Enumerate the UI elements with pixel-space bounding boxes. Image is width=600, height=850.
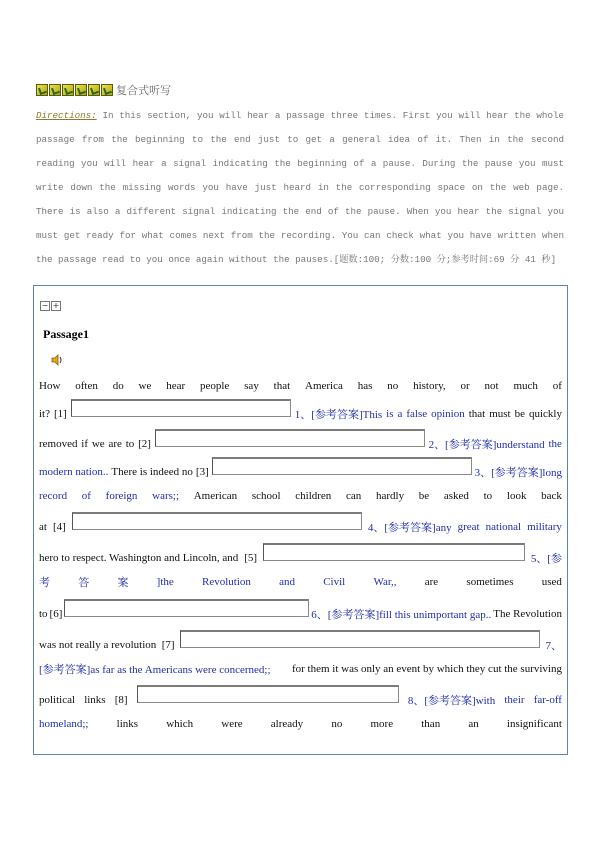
section-title: 复合式听写 (116, 84, 171, 97)
passage-line: homeland;; links which were already no more than an insignificant (39, 718, 562, 730)
directions (36, 104, 564, 272)
passage-line: modern nation.. There is indeed no [3] 3、[参考答案]long (39, 464, 562, 480)
answer-input-2[interactable] (155, 429, 425, 447)
answer-input-4[interactable] (72, 512, 362, 530)
expand-button[interactable]: + (52, 301, 60, 310)
passage-title: Passage1 (43, 327, 89, 341)
passage-line: at [4] 4、[参考答案]any great national military (39, 519, 562, 535)
passage-panel (33, 285, 568, 755)
passage-line: removed if we are to [2] 2、[参考答案]understand the (39, 436, 562, 452)
answer-input-3[interactable] (212, 457, 472, 475)
passage-line: to [6] 6、[参考答案]fill this unimportant gap.. The Revolution (39, 606, 562, 622)
answer-input-8[interactable] (137, 685, 399, 703)
speaker-icon[interactable] (50, 353, 64, 367)
passage-line: it? [1] 1、[参考答案]This is a false opinion that must be quickly (39, 406, 562, 422)
check-icon (101, 84, 113, 96)
check-icon (75, 84, 87, 96)
directions-text: In this section, you will hear a passage three times. First you will hear the whole passage from the beginning to the end just to get a general idea of it. Then in the second reading you will hear a signal indicating the beginning of a pause. During the pause you must write down the missing words you have just heard in the corresponding space on the web page. There is also a different signal indicating the end of the pause. When you hear the signal you must get ready for what comes next from the recording. You can check what you have written when the passage read to you once again without the pauses.[题数:100; 分数:100 分;参考时间:69 分 41 秒] (36, 110, 564, 265)
passage-line: hero to respect. Washington and Lincoln, and [5] 5、[参 (39, 550, 562, 566)
passage-line: was not really a revolution [7] 7、 (39, 637, 562, 653)
answer-input-1[interactable] (71, 399, 291, 417)
passage-line: political links [8] 8、[参考答案]with their far-off (39, 692, 562, 708)
passage-line: [参考答案]as far as the Americans were concerned;; for them it was only an event by which they cut the surviving (39, 663, 562, 676)
check-icon (49, 84, 61, 96)
check-icon (62, 84, 74, 96)
passage-line: record of foreign wars;; American school children can hardly be asked to look back (39, 490, 562, 502)
collapse-button[interactable]: − (41, 301, 49, 310)
passage-line: How often do we hear people say that America has no history, or not much of (39, 380, 562, 392)
check-icon (36, 84, 48, 96)
answer-input-6[interactable] (64, 599, 309, 617)
section-header (36, 82, 171, 98)
answer-input-7[interactable] (180, 630, 540, 648)
directions-label: Directions: (36, 110, 97, 121)
passage-line: 考 答 案 ]the Revolution and Civil War,, are sometimes used (39, 576, 562, 589)
answer-input-5[interactable] (263, 543, 525, 561)
check-icon (88, 84, 100, 96)
